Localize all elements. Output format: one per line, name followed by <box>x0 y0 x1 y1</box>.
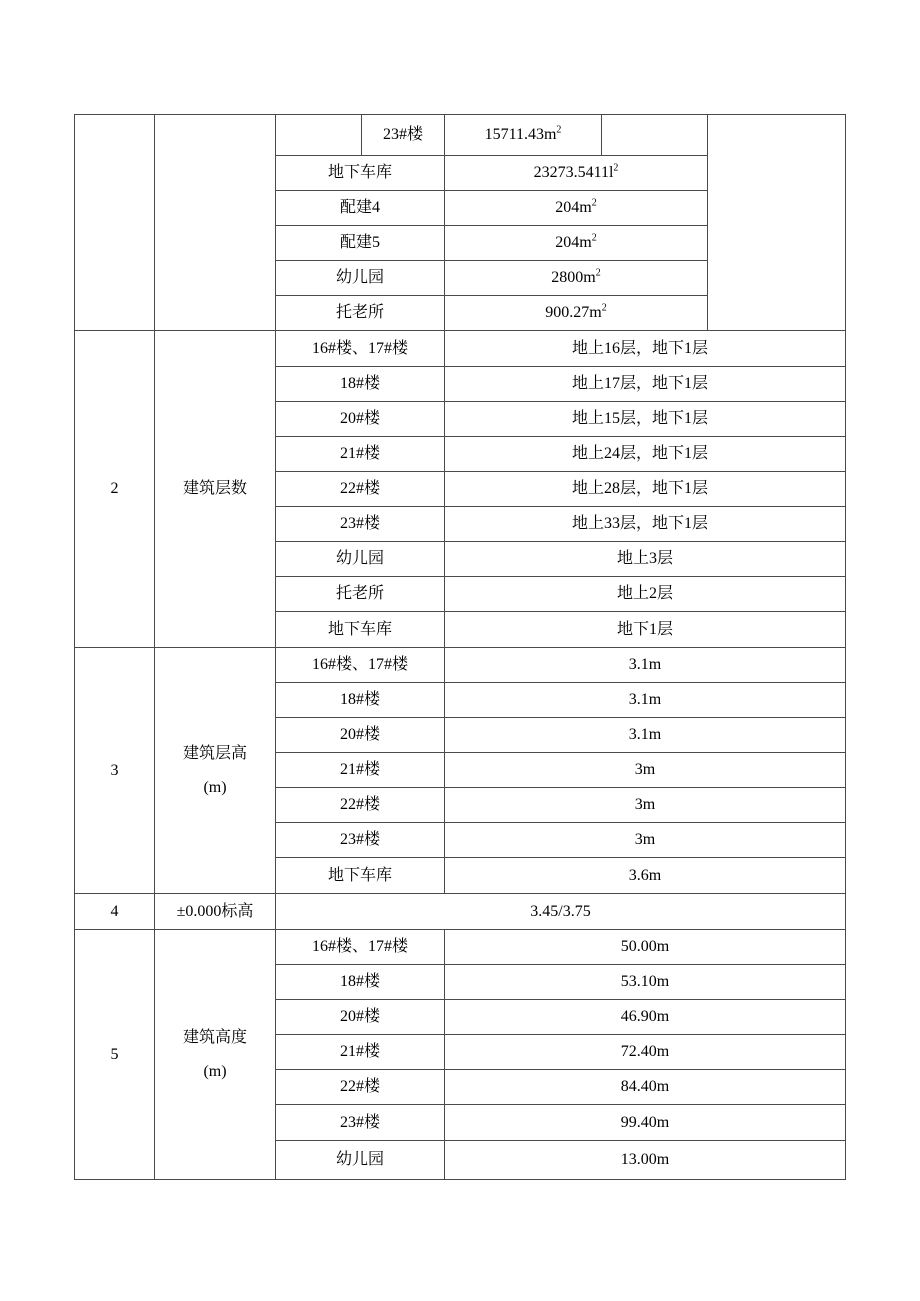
section2-row-value-text: 地上33层，地下1层 <box>572 515 709 532</box>
section2-row-name-text: 16#楼、17#楼 <box>311 339 408 357</box>
top-row-name <box>275 260 445 296</box>
section3-row-value-text: 3.1m <box>628 691 662 708</box>
section2-row-name <box>275 330 445 367</box>
section5-row-name <box>275 1034 445 1070</box>
section3-row-name <box>275 682 445 718</box>
section3-row-name-text: 23#楼 <box>339 831 380 848</box>
top-row1-extra-cell <box>601 114 708 156</box>
section5-row-name-text: 22#楼 <box>339 1078 380 1095</box>
section2-row-name-text: 托老所 <box>335 585 384 602</box>
section5-row-value-text: 46.90m <box>620 1008 670 1025</box>
section3-row-name <box>275 717 445 753</box>
section3-row-value <box>444 647 846 683</box>
section5-no-text: 5 <box>110 1045 119 1063</box>
section2-row-value <box>444 436 846 472</box>
section2-row-name <box>275 401 445 437</box>
section3-no-text: 3 <box>110 761 119 779</box>
section5-row-name-text: 18#楼 <box>339 973 380 990</box>
section5-row-value <box>444 1069 846 1105</box>
top-row-name <box>275 155 445 191</box>
section5-row-name <box>275 1104 445 1141</box>
section2-row-value-text: 地上3层 <box>616 550 673 567</box>
section2-label-text: 建筑层数 <box>182 480 247 497</box>
section4-value-text: 3.45/3.75 <box>530 902 591 920</box>
top-row-name-text: 配建5 <box>339 234 380 251</box>
section3-row-value-text: 3.1m <box>628 656 662 673</box>
section3-row-name-text: 地下车库 <box>327 866 392 884</box>
section2-row-name <box>275 471 445 507</box>
section2-row-name <box>275 541 445 577</box>
section2-row-value-text: 地上17层，地下1层 <box>572 375 709 392</box>
top-row1-blank-cell <box>275 114 362 156</box>
top-row-area-text: $204m^2$ <box>555 197 597 216</box>
section5-row-value-text: 50.00m <box>620 938 670 955</box>
section2-row-name <box>275 436 445 472</box>
section2-row-value-text: 地上2层 <box>616 585 673 602</box>
section5-no <box>74 929 155 1180</box>
section3-label-line-2: (m) <box>203 778 227 796</box>
section2-no <box>74 330 155 648</box>
section3-row-name-text: 22#楼 <box>339 796 380 813</box>
section2-row-value <box>444 541 846 577</box>
section4-label <box>154 893 276 930</box>
top-row1-area-text: $15711.43m^2$ <box>484 124 562 143</box>
section2-row-value <box>444 401 846 437</box>
section2-row-name-text: 18#楼 <box>339 375 380 392</box>
section3-row-name <box>275 647 445 683</box>
section2-row-value-text: 地下1层 <box>616 620 673 638</box>
section3-no <box>74 647 155 894</box>
top-row-name-text: 托老所 <box>335 304 384 321</box>
section5-label <box>154 929 276 1180</box>
section5-row-value-text: 99.40m <box>620 1113 670 1131</box>
section3-row-name-text: 21#楼 <box>339 761 380 778</box>
top-row-area-superscript: 2 <box>591 197 597 209</box>
section3-row-value <box>444 682 846 718</box>
section5-row-name <box>275 1140 445 1180</box>
section5-row-name <box>275 929 445 965</box>
section3-label-line-1: 建筑层高 <box>182 744 247 762</box>
top-row-area <box>444 155 708 191</box>
section3-row-value <box>444 857 846 894</box>
section2-row-name <box>275 576 445 612</box>
top-row-area-superscript: 2 <box>595 267 601 279</box>
section5-row-value <box>444 929 846 965</box>
top-row-area <box>444 260 708 296</box>
section2-label <box>154 330 276 648</box>
top-row-area-superscript: 2 <box>613 162 619 174</box>
section3-row-name <box>275 787 445 823</box>
section5-row-name-text: 幼儿园 <box>335 1151 384 1168</box>
section5-row-name-text: 16#楼、17#楼 <box>311 938 408 955</box>
section3-row-value-text: 3m <box>634 761 656 778</box>
section2-row-value <box>444 471 846 507</box>
section3-row-value-text: 3m <box>634 796 656 813</box>
section4-value <box>275 893 846 930</box>
section3-row-name <box>275 822 445 858</box>
section2-row-name-text: 23#楼 <box>339 515 380 532</box>
top-row-area-text: $2800m^2$ <box>551 267 601 286</box>
section5-row-value-text: 84.40m <box>620 1078 670 1095</box>
top-row1-building-text: 23#楼 <box>382 126 423 143</box>
top-row1-area <box>444 114 602 156</box>
top-row-area-superscript: 2 <box>591 232 597 244</box>
section3-row-value <box>444 752 846 788</box>
section3-row-value <box>444 717 846 753</box>
section5-row-value-text: 13.00m <box>620 1151 670 1168</box>
section2-row-value <box>444 366 846 402</box>
section3-row-value-text: 3.1m <box>628 726 662 743</box>
section2-row-value-text: 地上16层，地下1层 <box>572 339 709 357</box>
top-row-area <box>444 225 708 261</box>
section2-row-value-text: 地上28层，地下1层 <box>572 480 709 497</box>
top-row-name-text: 配建4 <box>339 199 380 216</box>
top-row-name-text: 地下车库 <box>327 164 392 181</box>
section4-no <box>74 893 155 930</box>
top-row-name <box>275 225 445 261</box>
section3-row-value <box>444 787 846 823</box>
section5-row-name <box>275 999 445 1035</box>
section5-row-name-text: 21#楼 <box>339 1043 380 1060</box>
section5-row-value <box>444 1104 846 1141</box>
top-row-area <box>444 190 708 226</box>
section2-row-value-text: 地上15层，地下1层 <box>572 410 709 427</box>
section5-row-value <box>444 999 846 1035</box>
section3-row-value <box>444 822 846 858</box>
section2-row-value <box>444 330 846 367</box>
section5-row-value-text: 53.10m <box>620 973 670 990</box>
section2-row-name-text: 幼儿园 <box>335 550 384 567</box>
section5-label-line-2: (m) <box>203 1062 227 1080</box>
section2-row-value <box>444 576 846 612</box>
section3-row-name <box>275 857 445 894</box>
top-row-area-text: $23273.5411l^2$ <box>533 162 619 181</box>
section3-row-name-text: 20#楼 <box>339 726 380 743</box>
section5-row-value-text: 72.40m <box>620 1043 670 1060</box>
top-row1-building <box>361 114 445 156</box>
section2-row-value <box>444 506 846 542</box>
section2-no-text: 2 <box>110 480 119 497</box>
top-row-area-text: $204m^2$ <box>555 232 597 251</box>
section2-row-name <box>275 506 445 542</box>
section4-label-text: ±0.000标高 <box>176 902 254 920</box>
section3-row-value-text: 3m <box>634 831 656 848</box>
section5-row-value <box>444 964 846 1000</box>
section2-row-name-text: 20#楼 <box>339 410 380 427</box>
section2-row-value-text: 地上24层，地下1层 <box>572 445 709 462</box>
section2-row-name-text: 地下车库 <box>327 620 392 638</box>
top-label-cell <box>154 114 276 331</box>
top-row-name-text: 幼儿园 <box>335 269 384 286</box>
section2-row-value <box>444 611 846 648</box>
section3-label <box>154 647 276 894</box>
top-remark-cell <box>707 114 846 331</box>
section5-row-name <box>275 964 445 1000</box>
top-row-area-superscript: 2 <box>601 302 607 314</box>
section2-row-name <box>275 611 445 648</box>
section2-row-name-text: 22#楼 <box>339 480 380 497</box>
section5-row-value <box>444 1140 846 1180</box>
section5-row-name-text: 23#楼 <box>339 1113 380 1131</box>
section3-row-name-text: 18#楼 <box>339 691 380 708</box>
section2-row-name <box>275 366 445 402</box>
top-no-cell <box>74 114 155 331</box>
section3-row-name-text: 16#楼、17#楼 <box>311 656 408 673</box>
section5-row-name-text: 20#楼 <box>339 1008 380 1025</box>
section3-row-value-text: 3.6m <box>628 866 662 884</box>
top-row1-area-superscript: 2 <box>556 124 562 136</box>
section2-row-name-text: 21#楼 <box>339 445 380 462</box>
section5-label-line-1: 建筑高度 <box>182 1028 247 1046</box>
top-row-area-text: $900.27m^2$ <box>545 302 607 321</box>
section4-no-text: 4 <box>110 902 119 920</box>
section5-row-value <box>444 1034 846 1070</box>
top-row-name <box>275 190 445 226</box>
section3-row-name <box>275 752 445 788</box>
top-row-name <box>275 295 445 331</box>
section5-row-name <box>275 1069 445 1105</box>
top-row-area <box>444 295 708 331</box>
